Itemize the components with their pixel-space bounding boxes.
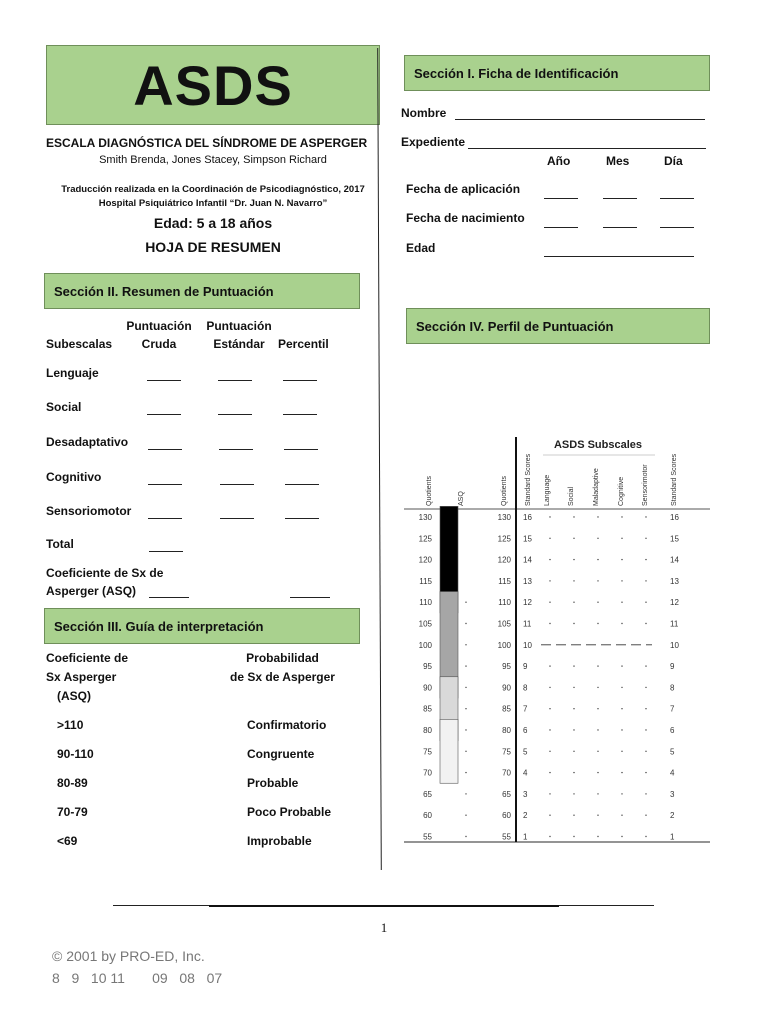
score-dot-11-1 — [573, 623, 574, 624]
quotient-left-95: 95 — [423, 662, 432, 672]
quotient-left-85: 85 — [423, 704, 432, 714]
col-raw-2: Cruda — [141, 337, 177, 351]
standard-score-right-7: 7 — [670, 704, 675, 714]
column-header-3: Standard Scores — [525, 453, 532, 506]
score-dot-15-4 — [645, 538, 646, 539]
score-dot-14-1 — [573, 559, 574, 560]
column-header-7: Cognitive — [618, 476, 625, 506]
row-coef-2: Asperger (ASQ) — [46, 584, 137, 598]
standard-score-right-9: 9 — [670, 662, 675, 672]
standard-score-right-3: 3 — [670, 789, 675, 799]
footer-rule-thick — [209, 905, 559, 907]
asq-dot-90 — [465, 687, 466, 688]
standard-score-left-10: 10 — [523, 640, 532, 650]
quotient-left-120: 120 — [418, 555, 432, 565]
asq-dot-95 — [465, 665, 466, 666]
standard-score-left-6: 6 — [523, 726, 528, 735]
quotient-right-120: 120 — [497, 555, 511, 565]
score-dot-8-2 — [597, 687, 598, 688]
score-dot-16-1 — [573, 516, 574, 517]
quotient-left-100: 100 — [418, 640, 432, 650]
guide-col2-2: de Sx de Asperger — [230, 670, 335, 684]
score-dot-2-2 — [597, 815, 598, 816]
score-dot-11-2 — [597, 623, 598, 624]
score-dot-3-1 — [573, 793, 574, 794]
row-cognitive: Cognitivo — [46, 470, 102, 484]
guide-range-4: 70-79 — [57, 805, 88, 819]
score-dot-12-0 — [549, 602, 550, 603]
score-dot-13-3 — [621, 580, 622, 581]
score-dot-1-4 — [645, 836, 646, 837]
standard-score-right-15: 15 — [670, 534, 679, 544]
score-dot-5-2 — [597, 751, 598, 752]
quotient-right-95: 95 — [502, 662, 511, 672]
col-month: Mes — [606, 154, 630, 168]
row-sensorimotor: Sensoriomotor — [46, 504, 132, 518]
print-codes: 8 9 10 11 09 08 07 — [52, 970, 223, 986]
score-dot-12-2 — [597, 602, 598, 603]
score-dot-1-0 — [549, 836, 550, 837]
score-dot-4-2 — [597, 772, 598, 773]
score-dot-12-1 — [573, 602, 574, 603]
score-dot-1-1 — [573, 836, 574, 837]
score-dot-11-4 — [645, 623, 646, 624]
standard-score-right-5: 5 — [670, 747, 675, 757]
scale-name: ESCALA DIAGNÓSTICA DEL SÍNDROME DE ASPERGER — [46, 136, 368, 150]
column-header-6: Maladaptive — [593, 468, 600, 506]
score-dot-14-4 — [645, 559, 646, 560]
standard-score-right-14: 14 — [670, 555, 679, 565]
asq-dot-105 — [465, 623, 466, 624]
score-dot-3-2 — [597, 793, 598, 794]
standard-score-left-13: 13 — [523, 576, 532, 586]
score-dot-13-2 — [597, 580, 598, 581]
score-dot-11-0 — [549, 623, 550, 624]
asq-dot-65 — [465, 793, 466, 794]
score-dot-7-4 — [645, 708, 646, 709]
age-range: Edad: 5 a 18 años — [153, 215, 273, 231]
quotient-right-100: 100 — [497, 640, 511, 650]
quotient-left-75: 75 — [423, 747, 432, 757]
standard-score-left-8: 8 — [523, 683, 528, 693]
score-dot-8-1 — [573, 687, 574, 688]
quotient-right-80: 80 — [502, 726, 511, 735]
guide-label-4: Poco Probable — [247, 805, 332, 819]
score-dot-6-1 — [573, 729, 574, 730]
score-dot-8-4 — [645, 687, 646, 688]
score-dot-15-0 — [549, 538, 550, 539]
quotient-left-65: 65 — [423, 789, 432, 799]
quotient-right-90: 90 — [502, 683, 511, 693]
guide-col1-1: Coeficiente de — [46, 651, 129, 665]
score-dot-9-4 — [645, 665, 646, 666]
standard-score-right-10: 10 — [670, 640, 679, 650]
standard-score-left-4: 4 — [523, 768, 528, 778]
section-1-title: Sección I. Ficha de Identificación — [414, 65, 619, 81]
score-dot-5-3 — [621, 751, 622, 752]
score-dot-7-3 — [621, 708, 622, 709]
asq-dot-60 — [465, 815, 466, 816]
guide-label-5: Improbable — [247, 834, 312, 848]
column-header-2: Quotients — [501, 476, 508, 506]
asq-dot-55 — [465, 836, 466, 837]
score-dot-6-2 — [597, 729, 598, 730]
score-dot-5-4 — [645, 751, 646, 752]
column-header-5: Social — [568, 486, 575, 506]
row-coef-1: Coeficiente de Sx de — [46, 566, 164, 580]
guide-range-3: 80-89 — [57, 776, 88, 790]
quotient-left-130: 130 — [418, 513, 432, 522]
label-fecha-aplicacion: Fecha de aplicación — [406, 182, 521, 196]
score-dot-16-3 — [621, 516, 622, 517]
asq-band-3 — [440, 719, 458, 783]
standard-score-left-11: 11 — [523, 619, 532, 629]
score-dot-7-1 — [573, 708, 574, 709]
score-dot-3-0 — [549, 793, 550, 794]
col-raw-1: Puntuación — [126, 319, 192, 333]
quotient-left-60: 60 — [423, 811, 432, 821]
quotient-left-70: 70 — [423, 768, 432, 778]
score-dot-6-0 — [549, 729, 550, 730]
label-fecha-nacimiento: Fecha de nacimiento — [406, 211, 525, 225]
section-3-title: Sección III. Guía de interpretación — [54, 618, 264, 634]
guide-range-1: >110 — [57, 718, 84, 732]
score-dot-14-3 — [621, 559, 622, 560]
score-dot-8-3 — [621, 687, 622, 688]
chart-title: ASDS Subscales — [553, 439, 643, 451]
guide-col2-1: Probabilidad — [246, 651, 319, 665]
quotient-left-90: 90 — [423, 683, 432, 693]
standard-score-left-15: 15 — [523, 534, 532, 544]
score-dot-15-1 — [573, 538, 574, 539]
score-dot-11-3 — [621, 623, 622, 624]
copyright: © 2001 by PRO-ED, Inc. — [52, 948, 205, 964]
quotient-right-110: 110 — [498, 598, 511, 608]
asq-dot-70 — [465, 772, 466, 773]
guide-col1-2: Sx Asperger — [46, 670, 117, 684]
score-dot-12-3 — [621, 602, 622, 603]
standard-score-left-1: 1 — [523, 832, 528, 842]
column-header-4: Language — [544, 474, 551, 506]
guide-range-2: 90-110 — [57, 747, 94, 761]
guide-range-5: <69 — [57, 834, 78, 848]
label-edad: Edad — [406, 241, 436, 255]
quotient-right-55: 55 — [502, 832, 511, 842]
standard-score-left-12: 12 — [523, 598, 532, 608]
score-dot-15-2 — [597, 538, 598, 539]
page-number: 1 — [380, 920, 388, 935]
standard-score-left-14: 14 — [523, 555, 532, 565]
standard-score-right-16: 16 — [670, 513, 679, 522]
asq-dot-100 — [465, 644, 466, 645]
col-std-1: Puntuación — [206, 319, 272, 333]
standard-score-left-9: 9 — [523, 662, 528, 672]
asds-logo-title: ASDS — [133, 53, 293, 117]
score-dot-16-0 — [549, 516, 550, 517]
quotient-right-70: 70 — [502, 768, 511, 778]
score-dot-4-0 — [549, 772, 550, 773]
asq-dot-80 — [465, 729, 466, 730]
guide-label-1: Confirmatorio — [247, 718, 327, 732]
score-dot-1-2 — [597, 836, 598, 837]
asq-dot-75 — [465, 751, 466, 752]
row-language: Lenguaje — [46, 366, 99, 380]
score-dot-5-0 — [549, 751, 550, 752]
quotient-left-125: 125 — [418, 534, 432, 544]
standard-score-left-5: 5 — [523, 747, 528, 757]
standard-score-right-8: 8 — [670, 683, 675, 693]
col-day: Día — [664, 154, 683, 168]
score-dot-12-4 — [645, 602, 646, 603]
quotient-right-130: 130 — [497, 513, 511, 522]
score-dot-3-3 — [621, 793, 622, 794]
score-dot-16-2 — [597, 516, 598, 517]
guide-label-3: Probable — [247, 776, 299, 790]
label-nombre: Nombre — [401, 106, 447, 120]
quotient-right-85: 85 — [502, 704, 511, 714]
column-header-9: Standard Scores — [671, 453, 678, 506]
score-dot-4-4 — [645, 772, 646, 773]
score-dot-6-4 — [645, 729, 646, 730]
quotient-right-105: 105 — [497, 619, 511, 629]
column-header-1: ASQ — [458, 491, 465, 506]
row-social: Social — [46, 400, 82, 414]
quotient-right-125: 125 — [497, 534, 511, 544]
quotient-left-115: 115 — [419, 576, 432, 586]
score-dot-13-4 — [645, 580, 646, 581]
label-expediente: Expediente — [401, 135, 466, 149]
score-dot-9-1 — [573, 665, 574, 666]
score-dot-4-3 — [621, 772, 622, 773]
translation-line-2: Hospital Psiquiátrico Infantil “Dr. Juan N. Navarro” — [98, 198, 328, 209]
quotient-right-60: 60 — [502, 811, 511, 821]
standard-score-left-16: 16 — [523, 513, 532, 522]
score-dot-14-0 — [549, 559, 550, 560]
quotient-right-75: 75 — [502, 747, 511, 757]
score-dot-9-2 — [597, 665, 598, 666]
translation-line-1: Traducción realizada en la Coordinación de Psicodiagnóstico, 2017 — [61, 184, 365, 195]
row-maladaptive: Desadaptativo — [46, 435, 129, 449]
standard-score-left-2: 2 — [523, 811, 528, 821]
quotient-left-80: 80 — [423, 726, 432, 735]
standard-score-right-4: 4 — [670, 768, 675, 778]
sheet-title: HOJA DE RESUMEN — [145, 239, 281, 255]
quotient-left-55: 55 — [423, 832, 432, 842]
standard-score-left-7: 7 — [523, 704, 528, 714]
asq-dot-110 — [465, 602, 466, 603]
score-dot-2-0 — [549, 815, 550, 816]
row-total: Total — [46, 537, 74, 551]
standard-score-right-12: 12 — [670, 598, 679, 608]
standard-score-right-1: 1 — [670, 832, 675, 842]
section-2-title: Sección II. Resumen de Puntuación — [54, 283, 274, 299]
col-percentile: Percentil — [278, 337, 329, 351]
column-header-0: Quotients — [426, 476, 433, 506]
score-dot-8-0 — [549, 687, 550, 688]
score-dot-9-3 — [621, 665, 622, 666]
score-dot-2-4 — [645, 815, 646, 816]
quotient-right-115: 115 — [498, 576, 511, 586]
score-dot-1-3 — [621, 836, 622, 837]
standard-score-left-3: 3 — [523, 789, 528, 799]
score-dot-15-3 — [621, 538, 622, 539]
guide-col1-3: (ASQ) — [57, 689, 91, 703]
asq-dot-85 — [465, 708, 466, 709]
standard-score-right-2: 2 — [670, 811, 675, 821]
score-dot-9-0 — [549, 665, 550, 666]
score-dot-7-2 — [597, 708, 598, 709]
score-dot-2-3 — [621, 815, 622, 816]
standard-score-right-11: 11 — [670, 619, 679, 629]
score-dot-6-3 — [621, 729, 622, 730]
standard-score-right-6: 6 — [670, 726, 675, 735]
score-dot-13-1 — [573, 580, 574, 581]
score-dot-4-1 — [573, 772, 574, 773]
col-subscales: Subescalas — [46, 337, 113, 351]
guide-label-2: Congruente — [247, 747, 315, 761]
score-dot-14-2 — [597, 559, 598, 560]
score-dot-5-1 — [573, 751, 574, 752]
col-year: Año — [547, 154, 571, 168]
authors: Smith Brenda, Jones Stacey, Simpson Richard — [99, 154, 327, 166]
score-dot-7-0 — [549, 708, 550, 709]
standard-score-right-13: 13 — [670, 576, 679, 586]
quotient-left-105: 105 — [418, 619, 432, 629]
score-dot-3-4 — [645, 793, 646, 794]
section-4-title: Sección IV. Perfil de Puntuación — [416, 318, 614, 334]
quotient-left-110: 110 — [419, 598, 432, 608]
score-dot-16-4 — [645, 516, 646, 517]
quotient-right-65: 65 — [502, 789, 511, 799]
score-dot-13-0 — [549, 580, 550, 581]
score-dot-2-1 — [573, 815, 574, 816]
column-header-8: Sensorimotor — [642, 464, 649, 506]
col-std-2: Estándar — [213, 337, 265, 351]
